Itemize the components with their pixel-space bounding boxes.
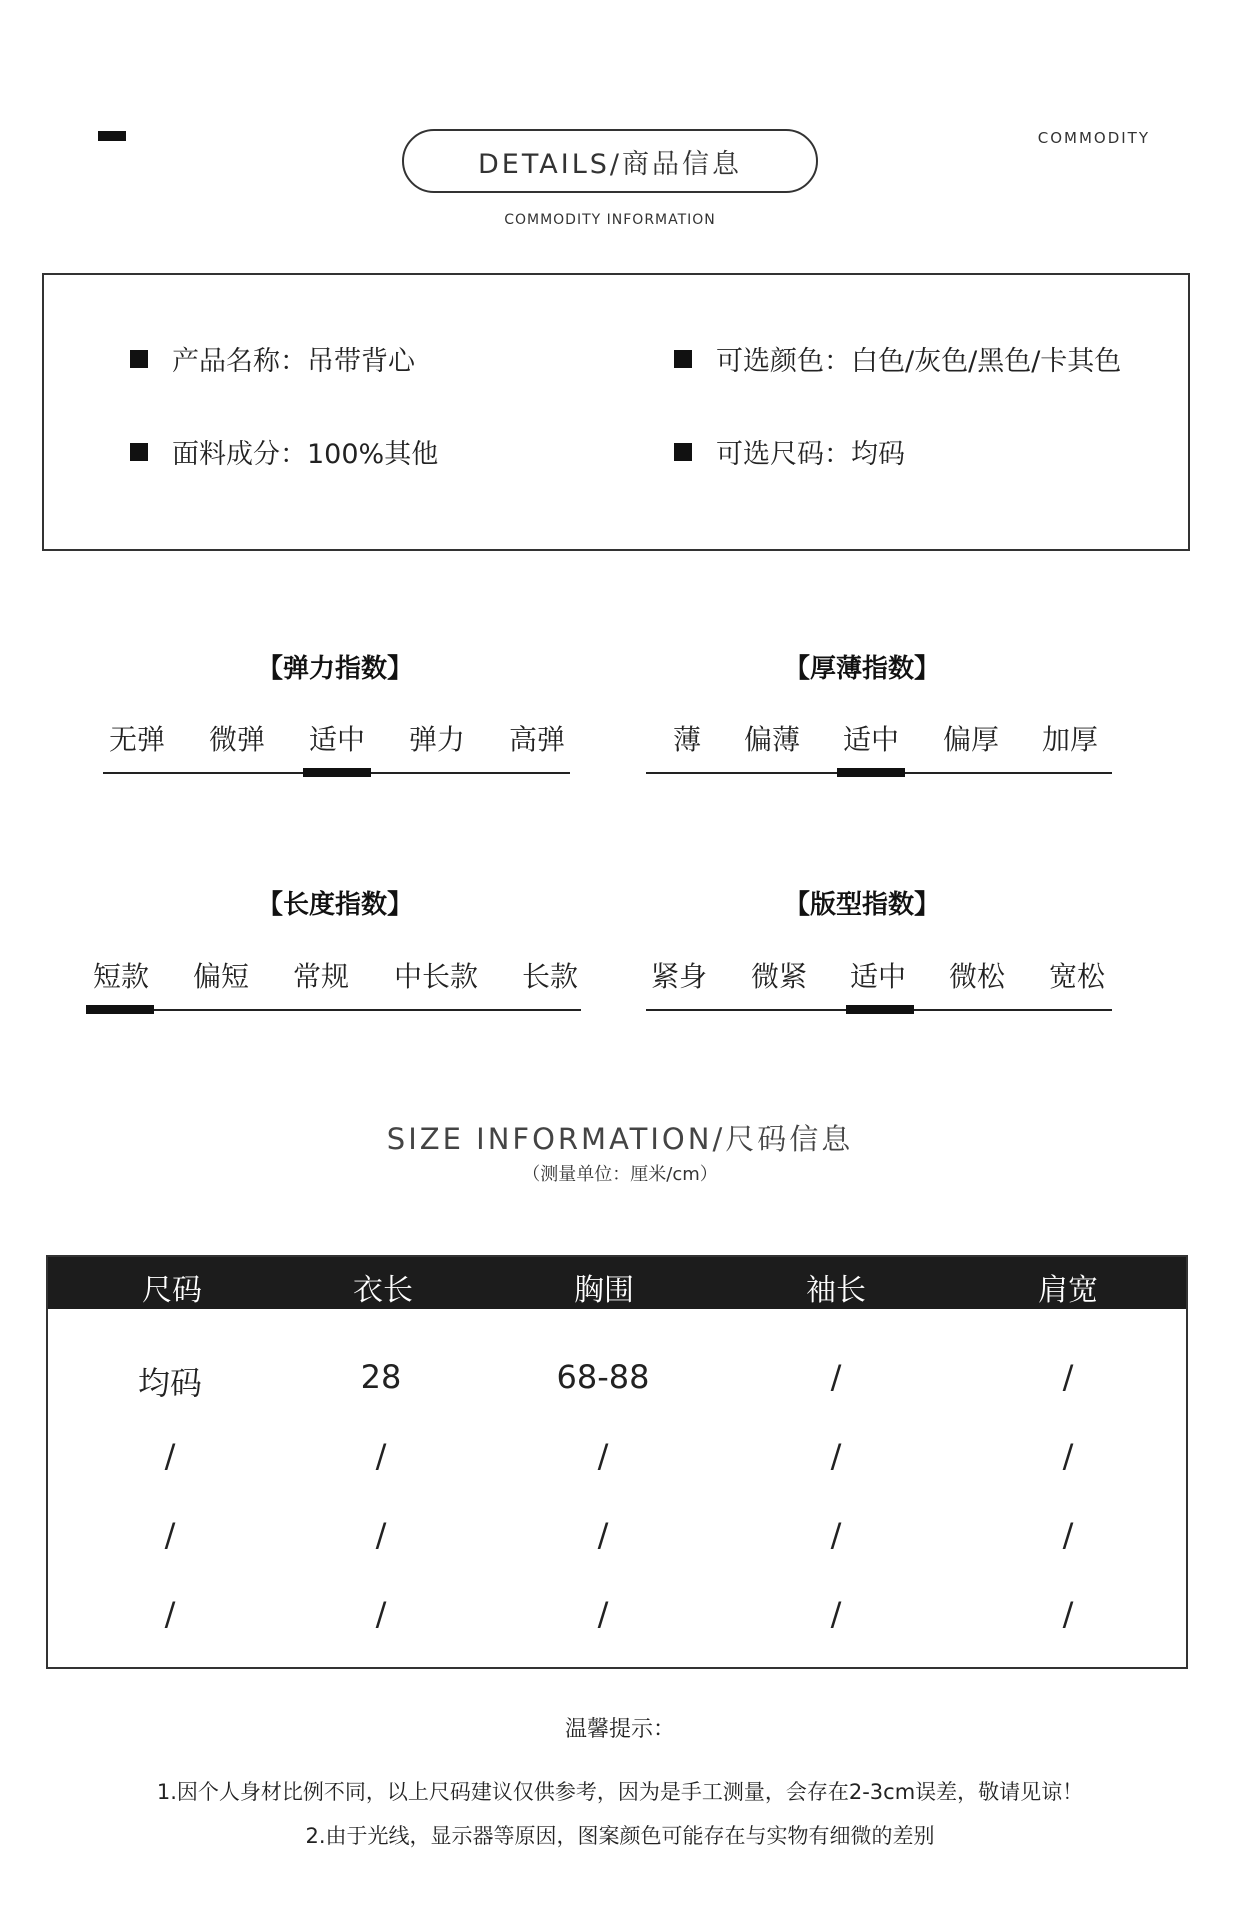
table-cell: 68-88 [556,1358,650,1396]
bullet-square-icon [130,350,148,368]
length-option: 偏短 [192,960,250,993]
table-cell: / [597,1437,609,1475]
elasticity-option: 弹力 [408,723,466,756]
fit-option: 微松 [948,960,1006,993]
elasticity-option: 微弹 [208,723,266,756]
elasticity-option-selected: 适中 [308,723,366,756]
table-cell: 均码 [137,1364,203,1402]
table-cell: / [375,1595,387,1633]
fit-option-selected: 适中 [849,960,907,993]
table-cell: / [375,1437,387,1475]
fit-option: 紧身 [650,960,708,993]
table-cell: / [830,1358,842,1396]
decorative-dash [98,131,126,141]
details-title-pill: DETAILS/商品信息 [402,129,818,193]
commodity-corner-label: COMMODITY [1037,129,1150,147]
bullet-square-icon [130,443,148,461]
length-option: 长款 [521,960,579,993]
thickness-option-selected: 适中 [842,723,900,756]
table-cell: / [164,1437,176,1475]
table-cell: / [830,1595,842,1633]
thickness-index-title: 【厚薄指数】 [783,654,940,684]
elasticity-option: 无弹 [108,723,166,756]
fit-index-title: 【版型指数】 [783,890,940,920]
size-table [46,1255,1188,1669]
length-index-title: 【长度指数】 [256,890,413,920]
header-length: 衣长 [353,1273,413,1308]
header-size: 尺码 [142,1273,202,1308]
thickness-option: 偏薄 [743,723,801,756]
elasticity-selected-marker [303,768,371,777]
fit-selected-marker [846,1005,914,1014]
length-option-selected: 短款 [92,960,150,993]
elasticity-index-title: 【弹力指数】 [256,654,413,684]
tip-line-2: 2.由于光线，显示器等原因，图案颜色可能存在与实物有细微的差别 [305,1824,935,1848]
size-table-header [48,1257,1186,1309]
table-cell: / [1062,1516,1074,1554]
elasticity-option: 高弹 [508,723,566,756]
table-cell: 28 [360,1358,402,1396]
thickness-option: 薄 [672,723,702,756]
table-cell: / [597,1516,609,1554]
table-cell: / [1062,1358,1074,1396]
header-sleeve: 袖长 [806,1273,866,1308]
table-cell: / [597,1595,609,1633]
thickness-selected-marker [837,768,905,777]
bullet-square-icon [674,350,692,368]
table-cell: / [164,1595,176,1633]
tips-title: 温馨提示： [564,1717,675,1742]
thickness-option: 加厚 [1041,723,1099,756]
product-fabric-item [130,432,438,471]
product-info-box [42,273,1190,551]
measurement-unit-note: （测量单位：厘米/cm） [522,1164,718,1185]
commodity-information-subtitle: COMMODITY INFORMATION [504,212,716,228]
bullet-square-icon [674,443,692,461]
table-cell: / [1062,1595,1074,1633]
table-cell: / [830,1516,842,1554]
length-option: 常规 [292,960,350,993]
product-colors-item [674,339,1121,378]
table-cell: / [1062,1437,1074,1475]
header-shoulder: 肩宽 [1038,1273,1098,1308]
thickness-option: 偏厚 [942,723,1000,756]
table-cell: / [375,1516,387,1554]
fit-option: 宽松 [1048,960,1106,993]
product-colors-text: 可选颜色：白色/灰色/黑色/卡其色 [716,346,1122,377]
tip-line-1: 1.因个人身材比例不同，以上尺码建议仅供参考，因为是手工测量，会存在2-3cm误差，敬请见谅！ [156,1780,1084,1804]
length-scale-line [86,1009,581,1011]
fit-option: 微紧 [750,960,808,993]
length-selected-marker [86,1005,154,1014]
product-fabric-text: 面料成分：100%其他 [172,439,439,470]
product-sizes-text: 可选尺码：均码 [716,439,905,470]
header-chest: 胸围 [574,1273,634,1308]
product-name-text: 产品名称：吊带背心 [172,346,415,377]
product-sizes-item [674,432,905,471]
table-cell: / [164,1516,176,1554]
product-name-item [130,339,415,378]
size-information-title: SIZE INFORMATION/尺码信息 [386,1122,854,1156]
table-cell: / [830,1437,842,1475]
length-option: 中长款 [393,960,479,993]
